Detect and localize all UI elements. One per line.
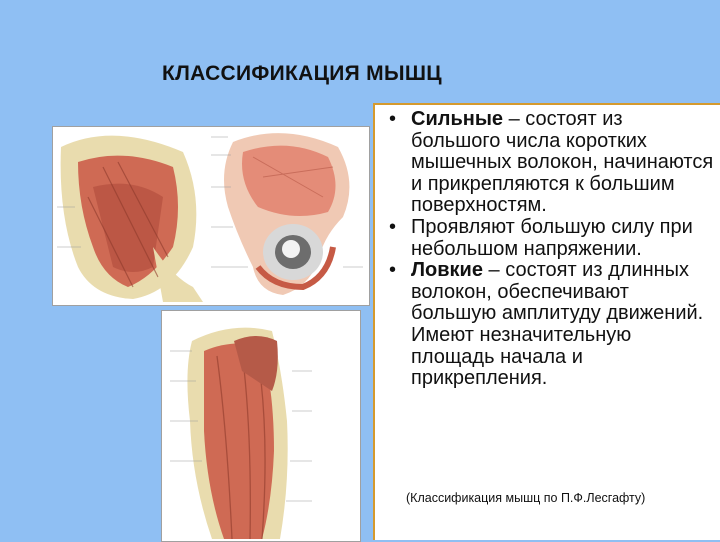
source-note: (Классификация мышц по П.Ф.Лесгафту) [406,491,646,505]
bullet-text: – состоят из длинных волокон, обеспечивают большую амплитуду движений. Имеют незначительную площадь начала и прикрепления. [411,259,704,390]
bullet-text: – состоят из большого числа коротких мышечных волокон, начинаются и прикрепляются к большим поверхностям. [411,108,714,217]
bullet-dot-icon: • [389,259,397,282]
bullet-list [389,109,717,390]
bullet-dot-icon: • [389,215,397,238]
classification-text-panel [373,103,720,540]
bullet-strength-property [389,217,717,260]
bullet-agile-muscles [389,260,717,390]
slide-title: КЛАССИФИКАЦИЯ МЫШЦ [162,62,442,85]
bullet-text: Проявляют большую силу при небольшом напряжении. [411,215,693,260]
thigh-muscles-illustration [161,310,361,542]
hip-muscles-illustration [52,126,370,306]
bullet-term: Ловкие [411,259,483,282]
bullet-strong-muscles [389,109,717,217]
bullet-term: Сильные [411,108,504,130]
bullet-dot-icon: • [389,108,397,130]
